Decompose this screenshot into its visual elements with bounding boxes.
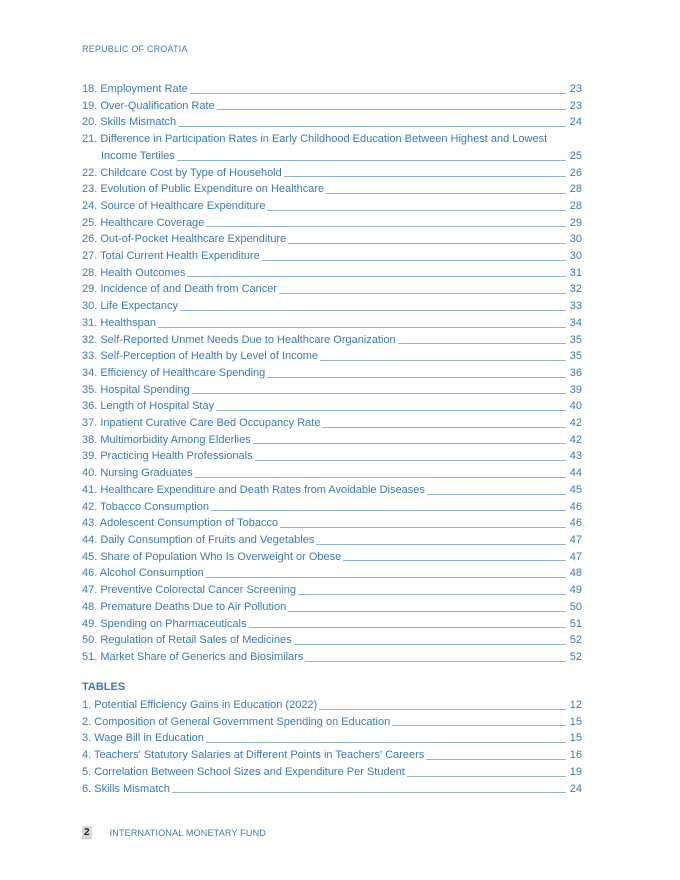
toc-entry-label: 28. Health Outcomes [82, 266, 186, 279]
toc-leader-line [280, 527, 566, 528]
toc-entry-page: 46 [569, 500, 582, 513]
toc-entry[interactable] [82, 499, 582, 516]
toc-entry[interactable] [82, 697, 582, 714]
toc-entry-page: 48 [569, 567, 582, 580]
toc-entry-page: 26 [569, 166, 582, 179]
page-number: 2 [84, 827, 90, 838]
toc-entry-label: 22. Childcare Cost by Type of Household [82, 166, 282, 179]
toc-entry[interactable] [82, 616, 582, 633]
toc-entry-page: 44 [569, 467, 582, 480]
figures-list [82, 81, 582, 666]
tables-heading: TABLES [82, 681, 126, 693]
toc-entry-label: 39. Practicing Health Professionals [82, 450, 253, 463]
toc-entry[interactable] [82, 198, 582, 215]
toc-entry-page: 32 [569, 283, 582, 296]
toc-leader-line [267, 377, 566, 378]
toc-entry[interactable] [82, 714, 582, 731]
toc-entry-label: 30. Life Expectancy [82, 300, 179, 313]
toc-entry-page: 45 [569, 483, 582, 496]
toc-leader-line [206, 577, 566, 578]
toc-leader-line [305, 661, 566, 662]
toc-entry-page: 35 [569, 350, 582, 363]
toc-entry[interactable] [82, 315, 582, 332]
toc-entry-page: 29 [569, 216, 582, 229]
toc-entry-label: 35. Hospital Spending [82, 383, 190, 396]
toc-entry-label: 18. Employment Rate [82, 83, 188, 95]
toc-entry[interactable] [82, 781, 582, 798]
toc-entry-page: 24 [569, 782, 582, 795]
toc-entry-page: 34 [569, 316, 582, 329]
toc-entry-label: 40. Nursing Graduates [82, 467, 193, 480]
toc-entry[interactable] [82, 298, 582, 315]
toc-leader-line [288, 611, 566, 612]
toc-leader-line [392, 725, 566, 726]
toc-entry-label: 45. Share of Population Who Is Overweight or Obese [82, 550, 342, 563]
toc-entry[interactable] [82, 382, 582, 399]
toc-entry-label: 2. Composition of General Government Spending on Education [82, 715, 391, 728]
toc-leader-line [216, 410, 566, 411]
toc-entry[interactable] [82, 348, 582, 365]
toc-entry[interactable] [82, 649, 582, 666]
toc-entry-label: 36. Length of Hospital Stay [82, 400, 215, 413]
toc-leader-line [190, 93, 566, 94]
toc-entry-page: 49 [569, 584, 582, 597]
toc-entry-page: 23 [569, 99, 582, 112]
toc-leader-line [172, 792, 566, 793]
toc-entry-page: 23 [569, 83, 582, 95]
toc-leader-line [322, 427, 566, 428]
toc-leader-line [249, 627, 567, 628]
toc-entry[interactable] [82, 248, 582, 265]
toc-entry[interactable] [82, 465, 582, 482]
toc-entry-label: 34. Efficiency of Healthcare Spending [82, 366, 266, 379]
toc-leader-line [262, 260, 566, 261]
toc-entry-page: 12 [569, 699, 582, 711]
toc-entry[interactable] [82, 181, 582, 198]
toc-entry-label: 19. Over-Qualification Rate [82, 99, 215, 112]
toc-entry[interactable] [82, 165, 582, 182]
toc-leader-line [326, 193, 566, 194]
toc-entry[interactable] [82, 131, 582, 164]
toc-entry-label: 47. Preventive Colorectal Cancer Screening [82, 584, 297, 597]
toc-entry[interactable] [82, 281, 582, 298]
toc-entry-label: 3. Wage Bill in Education [82, 732, 204, 745]
toc-entry-label: 38. Multimorbidity Among Elderlies [82, 433, 251, 446]
toc-entry-page: 52 [569, 634, 582, 647]
toc-entry-label: 25. Healthcare Coverage [82, 216, 205, 229]
toc-leader-line [206, 226, 566, 227]
toc-entry-page: 31 [569, 266, 582, 279]
toc-entry[interactable] [82, 265, 582, 282]
toc-entry-label: 29. Incidence of and Death from Cancer [82, 283, 278, 296]
toc-entry-page: 36 [569, 366, 582, 379]
toc-entry-page: 28 [569, 199, 582, 212]
toc-entry-label: 41. Healthcare Expenditure and Death Rates from Avoidable Diseases [82, 483, 425, 496]
toc-entry-page: 52 [569, 650, 582, 663]
toc-leader-line [284, 176, 566, 177]
toc-entry-page: 16 [569, 749, 582, 762]
toc-entry-label: 43. Adolescent Consumption of Tobacco [82, 517, 279, 530]
toc-entry-page: 42 [569, 433, 582, 446]
toc-entry[interactable] [82, 365, 582, 382]
toc-leader-line [316, 544, 566, 545]
toc-entry-page: 35 [569, 333, 582, 346]
toc-entry[interactable] [82, 98, 582, 115]
toc-entry-page: 19 [569, 765, 582, 778]
toc-leader-line [320, 360, 566, 361]
toc-leader-line [180, 310, 566, 311]
toc-entry[interactable] [82, 582, 582, 599]
toc-entry-label: 1. Potential Efficiency Gains in Education (2022) [82, 699, 318, 711]
toc-leader-line [343, 560, 566, 561]
toc-entry-label: 27. Total Current Health Expenditure [82, 250, 260, 263]
toc-entry-page: 47 [569, 533, 582, 546]
toc-entry[interactable] [82, 231, 582, 248]
toc-entry[interactable] [82, 764, 582, 781]
toc-entry[interactable] [82, 482, 582, 499]
toc-entry[interactable] [82, 599, 582, 616]
toc-entry-page: 30 [569, 250, 582, 263]
toc-entry-label: 49. Spending on Pharmaceuticals [82, 617, 247, 630]
toc-entry-page: 46 [569, 517, 582, 530]
toc-entry[interactable] [82, 632, 582, 649]
toc-entry[interactable] [82, 332, 582, 349]
toc-entry[interactable] [82, 432, 582, 449]
toc-entry-page: 47 [569, 550, 582, 563]
toc-entry[interactable] [82, 515, 582, 532]
toc-entry-label-continued: Income Tertiles [101, 149, 175, 162]
toc-entry[interactable] [82, 565, 582, 582]
toc-leader-line [192, 393, 566, 394]
toc-entry-page: 25 [569, 149, 582, 162]
toc-leader-line [217, 109, 566, 110]
toc-entry-page: 42 [569, 417, 582, 430]
toc-entry-page: 39 [569, 383, 582, 396]
toc-leader-line [211, 510, 566, 511]
toc-entry-label: 46. Alcohol Consumption [82, 567, 204, 580]
toc-entry-page: 15 [569, 715, 582, 728]
toc-entry-label: 23. Evolution of Public Expenditure on Healthcare [82, 183, 325, 196]
toc-entry-label: 50. Regulation of Retail Sales of Medicines [82, 634, 292, 647]
toc-entry[interactable] [82, 532, 582, 549]
toc-entry-label: 5. Correlation Between School Sizes and Expenditure Per Student [82, 765, 405, 778]
toc-leader-line [177, 160, 566, 161]
toc-entry[interactable] [82, 215, 582, 232]
toc-entry-page: 33 [569, 300, 582, 313]
toc-leader-line [195, 477, 566, 478]
toc-entry[interactable] [82, 448, 582, 465]
toc-entry[interactable] [82, 114, 582, 131]
publisher-name: INTERNATIONAL MONETARY FUND [109, 827, 266, 838]
toc-entry[interactable] [82, 81, 582, 98]
toc-leader-line [398, 343, 566, 344]
toc-leader-line [426, 759, 566, 760]
toc-entry-label: 44. Daily Consumption of Fruits and Vegetables [82, 533, 315, 546]
toc-leader-line [187, 276, 566, 277]
toc-entry-label: 37. Inpatient Curative Care Bed Occupancy Rate [82, 417, 321, 430]
toc-leader-line [178, 126, 566, 127]
toc-entry-page: 28 [569, 183, 582, 196]
toc-entry-label: 33. Self-Perception of Health by Level of Income [82, 350, 319, 363]
toc-leader-line [319, 709, 566, 710]
toc-entry-label: 26. Out-of-Pocket Healthcare Expenditure [82, 233, 287, 246]
toc-entry-label: 6. Skills Mismatch [82, 782, 171, 795]
toc-leader-line [158, 327, 566, 328]
toc-leader-line [298, 594, 566, 595]
toc-entry-label: 24. Source of Healthcare Expenditure [82, 199, 266, 212]
toc-leader-line [255, 460, 566, 461]
toc-entry-page: 43 [569, 450, 582, 463]
toc-leader-line [206, 742, 566, 743]
page-footer [82, 826, 266, 839]
toc-entry-label: 20. Skills Mismatch [82, 116, 177, 129]
toc-leader-line [279, 293, 566, 294]
toc-leader-line [294, 644, 566, 645]
toc-entry-label: 31. Healthspan [82, 316, 156, 329]
toc-leader-line [407, 776, 566, 777]
toc-entry-label: 42. Tobacco Consumption [82, 500, 209, 513]
toc-entry-page: 24 [569, 116, 582, 129]
toc-entry-page: 15 [569, 732, 582, 745]
toc-entry-page: 30 [569, 233, 582, 246]
toc-entry[interactable] [82, 398, 582, 415]
toc-entry-label: 4. Teachers' Statutory Salaries at Different Points in Teachers' Careers [82, 749, 425, 762]
toc-leader-line [253, 443, 566, 444]
toc-entry-label: 32. Self-Reported Unmet Needs Due to Healthcare Organization [82, 333, 396, 346]
toc-entry-label: 48. Premature Deaths Due to Air Pollution [82, 600, 287, 613]
toc-entry[interactable] [82, 730, 582, 747]
tables-list [82, 697, 582, 797]
toc-entry[interactable] [82, 747, 582, 764]
toc-entry[interactable] [82, 415, 582, 432]
toc-entry-page: 50 [569, 600, 582, 613]
toc-leader-line [427, 494, 566, 495]
toc-entry-page: 51 [569, 617, 582, 630]
toc-entry-label: 51. Market Share of Generics and Biosimilars [82, 650, 304, 663]
toc-entry-label: 21. Difference in Participation Rates in Early Childhood Education Between Highest and Lowest [82, 133, 548, 146]
toc-leader-line [288, 243, 566, 244]
toc-leader-line [267, 210, 566, 211]
toc-entry-page: 40 [569, 400, 582, 413]
toc-entry[interactable] [82, 549, 582, 566]
running-header: REPUBLIC OF CROATIA [82, 44, 188, 54]
